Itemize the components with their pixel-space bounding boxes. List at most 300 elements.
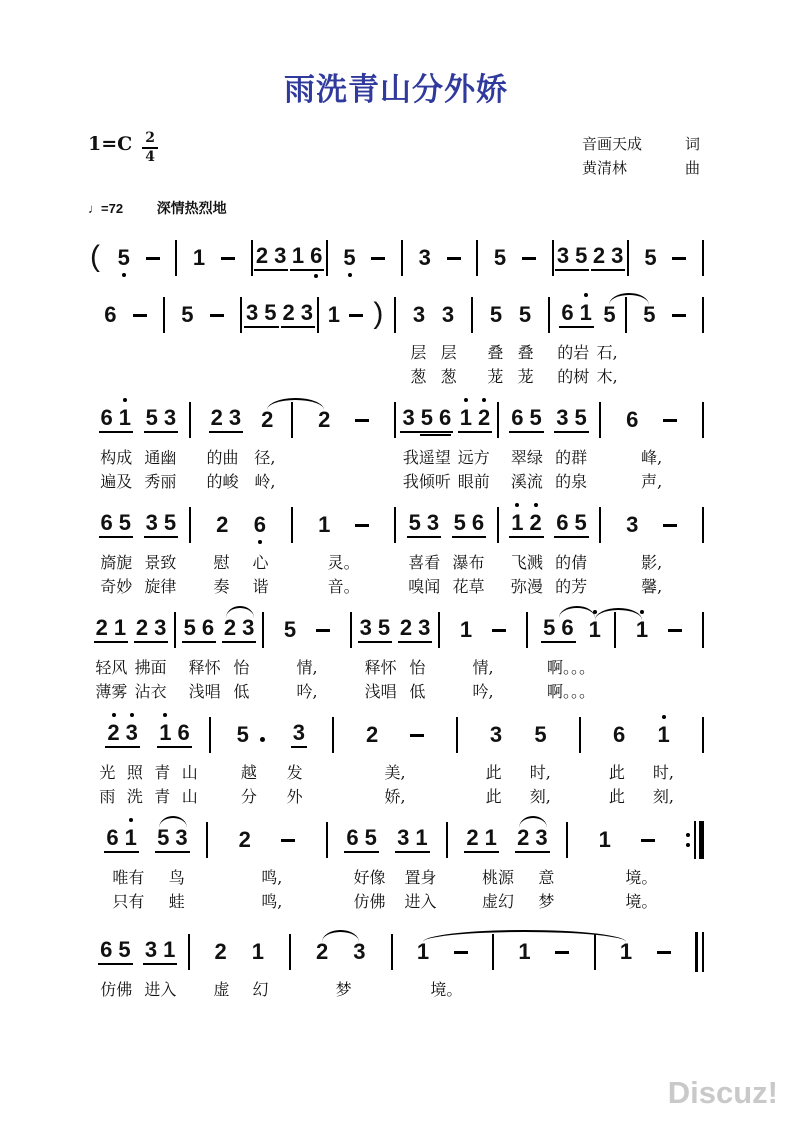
lyric-chunk: 梦 xyxy=(538,891,555,911)
lyric-chunk: 刻, xyxy=(529,786,551,806)
beam-group xyxy=(157,722,192,748)
key-credits-row xyxy=(88,130,700,178)
note-digit: 6 xyxy=(177,720,190,745)
measure xyxy=(403,247,476,269)
note-digit: 1 xyxy=(125,827,137,849)
lyric-chunk: 的岩 xyxy=(557,342,590,362)
note-digit: 5 xyxy=(118,510,132,535)
measure xyxy=(88,722,209,748)
note-digit: 1 xyxy=(619,939,633,964)
lyric-chunk: 照 xyxy=(126,762,143,782)
duration-dash xyxy=(657,951,671,954)
note-digit: 1 xyxy=(484,825,497,850)
lyric-chunk: 木, xyxy=(596,366,618,386)
duration-dash xyxy=(281,839,295,842)
lyric-chunk: 唯有 xyxy=(112,867,145,887)
note-digit: 2 xyxy=(210,405,223,430)
lyric-cell xyxy=(264,657,350,678)
measure xyxy=(601,514,702,536)
lyric-bar-spacer xyxy=(702,786,704,807)
lyric-chunk: 浅唱 xyxy=(364,681,397,701)
measure xyxy=(88,827,206,853)
lyric-cell xyxy=(211,786,332,807)
note-digit: 2 xyxy=(223,615,237,640)
lyric-chunk: 进入 xyxy=(404,891,437,911)
octave-dot-high xyxy=(584,293,588,297)
notation-line xyxy=(88,396,704,444)
beam-group xyxy=(407,512,442,538)
lyric-chunk: 时, xyxy=(529,762,551,782)
note-digit: 3 xyxy=(418,245,431,270)
lyric-cell xyxy=(627,342,702,363)
lyric-chunk: 境。 xyxy=(625,867,658,887)
lyric-chunk: 刻, xyxy=(652,786,674,806)
note-digit: 2 xyxy=(255,243,269,268)
bar-line xyxy=(702,297,704,333)
octave-dot-high xyxy=(130,713,134,717)
beam-group xyxy=(209,407,244,433)
beam-group xyxy=(290,245,325,271)
measure xyxy=(293,409,394,431)
lyric-bar-spacer xyxy=(702,681,704,702)
note-digit: 5 xyxy=(575,243,588,268)
notation-line xyxy=(88,234,704,282)
lyric-chunk: 怡 xyxy=(233,657,250,677)
beam-group xyxy=(104,827,139,853)
note-digit: 2 xyxy=(95,615,108,640)
lyric-chunk: 桃源 xyxy=(482,867,515,887)
note-digit: 1 xyxy=(113,615,127,640)
beam-group xyxy=(395,827,430,853)
beam-group xyxy=(555,245,590,271)
note-digit: 3 xyxy=(489,722,503,747)
octave-dot-high xyxy=(112,713,116,717)
lyrics-line xyxy=(88,447,704,468)
note-digit: 2 xyxy=(214,939,227,964)
octave-dot-high xyxy=(163,713,167,717)
lyric-chunk: 意 xyxy=(538,867,555,887)
lyrics-line xyxy=(88,867,704,888)
lyric-cell xyxy=(458,891,579,912)
note-digit: 6 xyxy=(100,937,113,962)
composer-credit xyxy=(582,157,700,178)
note-digit: 1 xyxy=(518,939,531,964)
note-digit: 1 xyxy=(658,724,670,746)
lyric-cell xyxy=(88,762,209,783)
lyric-chunk: 岭, xyxy=(254,471,276,491)
measure xyxy=(191,407,292,433)
note-digit: 5 xyxy=(118,937,131,962)
note-digit: 5 xyxy=(163,510,177,535)
note-digit: 3 xyxy=(126,722,138,744)
note-digit: 2 xyxy=(592,243,606,268)
measure xyxy=(448,827,566,853)
lyric-chunk: 的群 xyxy=(555,447,588,467)
beam-group xyxy=(182,617,217,643)
measure xyxy=(393,941,493,963)
note-digit: 1 xyxy=(636,619,648,641)
lyric-chunk: 影, xyxy=(641,552,663,572)
lyric-chunk: 遍及 xyxy=(100,471,133,491)
note-digit: 5 xyxy=(236,722,249,747)
lyric-chunk: 浅唱 xyxy=(188,681,221,701)
note-digit: 3 xyxy=(626,512,639,537)
bar-line xyxy=(702,240,704,276)
lyric-cell xyxy=(88,576,189,597)
note-digit: 1 xyxy=(511,512,523,534)
measure xyxy=(176,617,262,643)
note-digit: 5 xyxy=(181,302,194,327)
note-digit: 5 xyxy=(543,615,556,640)
lyric-chunk: 我遥望 xyxy=(402,447,451,467)
measure xyxy=(499,407,600,433)
note-digit: 6 xyxy=(310,245,322,267)
octave-dot-low xyxy=(258,540,262,544)
note-digit: 3 xyxy=(397,825,410,850)
bar-line xyxy=(702,402,704,438)
duration-dash xyxy=(555,951,569,954)
beam-group xyxy=(134,617,169,643)
note-digit: 6 xyxy=(201,615,215,640)
lyric-chunk: 低 xyxy=(233,681,250,701)
lyric-chunk: 外 xyxy=(286,786,303,806)
measure xyxy=(291,941,391,963)
lyric-chunk: 通幽 xyxy=(144,447,177,467)
lyric-cell xyxy=(528,657,614,678)
lyric-chunk: 声, xyxy=(641,471,663,491)
duration-dash xyxy=(522,257,536,260)
lyric-chunk: 情, xyxy=(296,657,318,677)
lyric-bar-spacer xyxy=(702,979,704,1000)
lyric-chunk: 洗 xyxy=(126,786,143,806)
note-digit: 2 xyxy=(318,407,331,432)
lyric-bar-spacer xyxy=(702,447,704,468)
duration-dash xyxy=(316,629,330,632)
note-digit: 1 xyxy=(251,939,264,964)
lyrics-line xyxy=(88,891,704,912)
beam-group xyxy=(398,617,433,643)
note-digit: 2 xyxy=(238,827,251,852)
lyric-cell xyxy=(176,681,262,702)
lyric-chunk: 此 xyxy=(608,786,625,806)
beam-group xyxy=(155,827,190,853)
lyric-chunk: 眼前 xyxy=(457,471,490,491)
lyric-cell xyxy=(191,576,292,597)
key-signature xyxy=(88,130,158,165)
beam-group xyxy=(99,512,134,538)
measure xyxy=(88,512,189,538)
octave-dot-high xyxy=(662,715,666,719)
measure xyxy=(319,296,394,330)
composer-name: 黄清林 xyxy=(582,159,628,177)
measure xyxy=(102,247,175,269)
lyric-bar-spacer xyxy=(702,366,704,387)
time-signature-numerator: 2 xyxy=(142,131,158,149)
note-digit: 3 xyxy=(611,243,624,268)
lyric-cell xyxy=(264,681,350,702)
notation-system xyxy=(88,234,704,282)
note-digit: 6 xyxy=(626,407,639,432)
note-digit: 5 xyxy=(157,825,170,850)
note-digit: 6 xyxy=(438,405,452,430)
lyric-cell xyxy=(191,471,292,492)
note-digit: 2 xyxy=(135,615,149,640)
beam-group xyxy=(554,407,589,433)
lyric-chunk: 远方 xyxy=(457,447,490,467)
lyric-cell xyxy=(581,867,702,888)
lyric-chunk: 沾衣 xyxy=(134,681,167,701)
note-digit: 5 xyxy=(489,302,503,327)
lyric-cell xyxy=(211,867,332,888)
duration-dash xyxy=(672,314,686,317)
note-digit: 3 xyxy=(228,405,242,430)
lyric-cell xyxy=(88,366,163,387)
measure xyxy=(191,514,292,536)
note-digit: 3 xyxy=(246,300,259,325)
lyric-cell xyxy=(293,576,394,597)
measure xyxy=(458,724,579,746)
lyric-cell xyxy=(499,552,600,573)
note-digit: 3 xyxy=(556,405,569,430)
beam-group xyxy=(144,407,179,433)
note-digit: 2 xyxy=(478,407,490,429)
note-digit: 5 xyxy=(420,405,433,430)
lyric-cell xyxy=(499,576,600,597)
lyric-cell xyxy=(191,447,292,468)
note-digit: 3 xyxy=(292,720,305,745)
beam-group xyxy=(541,617,576,643)
lyric-chunk: 啊。。。 xyxy=(546,681,595,701)
note-digit: 2 xyxy=(529,512,541,534)
octave-dot-low xyxy=(348,273,352,277)
lyric-chunk: 此 xyxy=(485,762,502,782)
measure xyxy=(596,941,696,963)
lyric-chunk: 轻风 xyxy=(95,657,128,677)
lyric-cell xyxy=(293,979,394,1000)
lyric-chunk: 叠 xyxy=(487,342,504,362)
lyric-cell xyxy=(352,657,438,678)
measure xyxy=(334,724,455,746)
lyric-chunk: 慰 xyxy=(213,552,230,572)
measure xyxy=(616,619,702,641)
note-digit: 3 xyxy=(426,510,440,535)
lyric-cell xyxy=(88,867,209,888)
lyric-bar-spacer xyxy=(702,891,704,912)
note-digit: 2 xyxy=(366,722,379,747)
duration-dash xyxy=(355,524,369,527)
note-digit: 3 xyxy=(154,615,167,640)
lyric-cell xyxy=(88,786,209,807)
note-digit: 2 xyxy=(107,722,119,744)
note-digit: 5 xyxy=(364,825,377,850)
duration-dash xyxy=(210,314,224,317)
note-digit: 5 xyxy=(264,300,277,325)
lyric-bar-spacer xyxy=(702,762,704,783)
lyric-bar-spacer xyxy=(702,471,704,492)
lyric-chunk: 喜看 xyxy=(408,552,441,572)
note-digit: 5 xyxy=(534,722,547,747)
lyric-cell xyxy=(88,657,174,678)
lyric-cell xyxy=(440,657,526,678)
measure xyxy=(328,247,401,269)
lyric-chunk: 叠 xyxy=(517,342,534,362)
expression-text: 深情热烈地 xyxy=(156,200,227,216)
beam-group xyxy=(98,939,133,965)
credits xyxy=(582,133,700,178)
note-digit: 5 xyxy=(574,405,587,430)
lyric-chunk: 翠绿 xyxy=(510,447,543,467)
note-digit: 6 xyxy=(561,615,574,640)
duration-dash xyxy=(221,257,235,260)
lyric-cell xyxy=(191,979,292,1000)
lyric-chunk: 弥漫 xyxy=(510,576,543,596)
measure xyxy=(478,247,551,269)
measure xyxy=(264,619,350,641)
note-digit: 5 xyxy=(574,510,587,535)
duration-dash xyxy=(146,257,160,260)
note-digit: 1 xyxy=(598,827,611,852)
notation-line xyxy=(88,928,704,976)
lyric-chunk: 鸟 xyxy=(168,867,185,887)
duration-dash xyxy=(371,257,385,260)
lyric-chunk: 径, xyxy=(254,447,276,467)
lyric-chunk: 进入 xyxy=(144,979,177,999)
measure xyxy=(568,829,686,851)
note-digit: 6 xyxy=(100,510,113,535)
lyric-cell xyxy=(293,447,394,468)
slur-tie-arc xyxy=(159,816,187,828)
lyric-chunk: 飞溅 xyxy=(510,552,543,572)
duration-dash xyxy=(447,257,461,260)
lyric-chunk: 低 xyxy=(409,681,426,701)
lyric-chunk: 境。 xyxy=(430,979,463,999)
notation-system xyxy=(88,928,704,1000)
beam-group xyxy=(143,939,178,965)
notation-line xyxy=(88,501,704,549)
octave-dot-high xyxy=(464,398,468,402)
note-digit: 3 xyxy=(441,302,455,327)
lyric-cell xyxy=(616,681,702,702)
note-digit: 6 xyxy=(100,405,113,430)
lyric-chunk: 虚幻 xyxy=(482,891,515,911)
lyric-chunk: 越 xyxy=(240,762,257,782)
note-digit: 3 xyxy=(300,300,313,325)
lyric-chunk: 青 xyxy=(154,786,171,806)
octave-dot-low xyxy=(314,274,318,278)
lyric-cell xyxy=(396,447,497,468)
beam-group xyxy=(291,722,307,748)
lyric-cell xyxy=(396,471,497,492)
lyric-chunk: 葱 xyxy=(440,366,457,386)
lyric-cell xyxy=(616,657,702,678)
duration-dash xyxy=(663,419,677,422)
measure xyxy=(208,829,326,851)
note-digit: 1 xyxy=(459,617,473,642)
note-digit: 1 xyxy=(159,722,171,744)
beam-group xyxy=(222,617,257,643)
lyrics-line xyxy=(88,786,704,807)
final-barline xyxy=(695,932,704,972)
lyricist-role: 词 xyxy=(684,135,700,153)
measure xyxy=(293,514,394,536)
note-digit: 5 xyxy=(183,615,196,640)
lyric-chunk: 的泉 xyxy=(555,471,588,491)
note-digit: 6 xyxy=(254,514,266,536)
lyric-cell xyxy=(242,342,317,363)
lyric-chunk: 释怀 xyxy=(364,657,397,677)
lyric-cell xyxy=(334,786,455,807)
note-digit: 2 xyxy=(216,512,229,537)
repeat-end-barline xyxy=(686,821,704,859)
beam-group xyxy=(591,245,626,271)
lyric-chunk: 的倩 xyxy=(555,552,588,572)
lyric-chunk: 花草 xyxy=(452,576,485,596)
note-digit: 2 xyxy=(316,939,329,964)
beam-group xyxy=(99,407,134,433)
tempo-row xyxy=(88,198,792,218)
lyric-chunk: 山 xyxy=(181,762,198,782)
note-digit: 1 xyxy=(580,302,592,324)
lyric-chunk: 时, xyxy=(652,762,674,782)
lyrics-line xyxy=(88,471,704,492)
note-digit: 1 xyxy=(416,939,430,964)
slur-tie-arc xyxy=(595,608,642,620)
lyric-chunk: 分 xyxy=(240,786,257,806)
discuz-watermark: Discuz! xyxy=(667,1075,778,1110)
note-digit: 5 xyxy=(453,510,466,535)
lyric-chunk: 蛙 xyxy=(168,891,185,911)
lyric-chunk: 幻 xyxy=(252,979,269,999)
note-digit: 3 xyxy=(556,243,570,268)
lyric-chunk: 此 xyxy=(608,762,625,782)
note-digit: 3 xyxy=(175,825,188,850)
note-digit: 5 xyxy=(343,247,355,269)
lyric-chunk: 吟, xyxy=(296,681,318,701)
phrase-open-paren: ( xyxy=(90,239,100,273)
lyricist-credit xyxy=(582,133,700,154)
beam-group xyxy=(244,302,279,328)
note-digit: 6 xyxy=(106,825,119,850)
duration-dash xyxy=(410,734,424,737)
note-digit: 3 xyxy=(353,939,366,964)
measure xyxy=(211,722,332,748)
lyric-chunk: 灵。 xyxy=(327,552,360,572)
note-digit: 1 xyxy=(327,302,340,327)
lyricist-name: 音画天成 xyxy=(582,135,643,153)
lyric-cell xyxy=(88,447,189,468)
slur-tie-arc xyxy=(322,930,359,942)
beam-group xyxy=(281,302,316,328)
notation-system xyxy=(88,606,704,702)
lyric-cell xyxy=(396,979,497,1000)
octave-dot-high xyxy=(515,503,519,507)
lyric-cell xyxy=(242,366,317,387)
lyric-chunk: 置身 xyxy=(404,867,437,887)
lyric-cell xyxy=(88,979,189,1000)
lyric-chunk: 怡 xyxy=(409,657,426,677)
lyric-chunk: 此 xyxy=(485,786,502,806)
note-digit: 3 xyxy=(402,405,415,430)
lyric-chunk: 溪流 xyxy=(510,471,543,491)
note-digit: 5 xyxy=(493,245,507,270)
lyric-chunk: 嗅闻 xyxy=(408,576,441,596)
lyric-chunk: 秀丽 xyxy=(144,471,177,491)
duration-dash xyxy=(349,314,363,317)
note-digit: 5 xyxy=(118,247,130,269)
lyric-cell xyxy=(473,366,548,387)
measure xyxy=(528,617,614,643)
notation-system xyxy=(88,711,704,807)
